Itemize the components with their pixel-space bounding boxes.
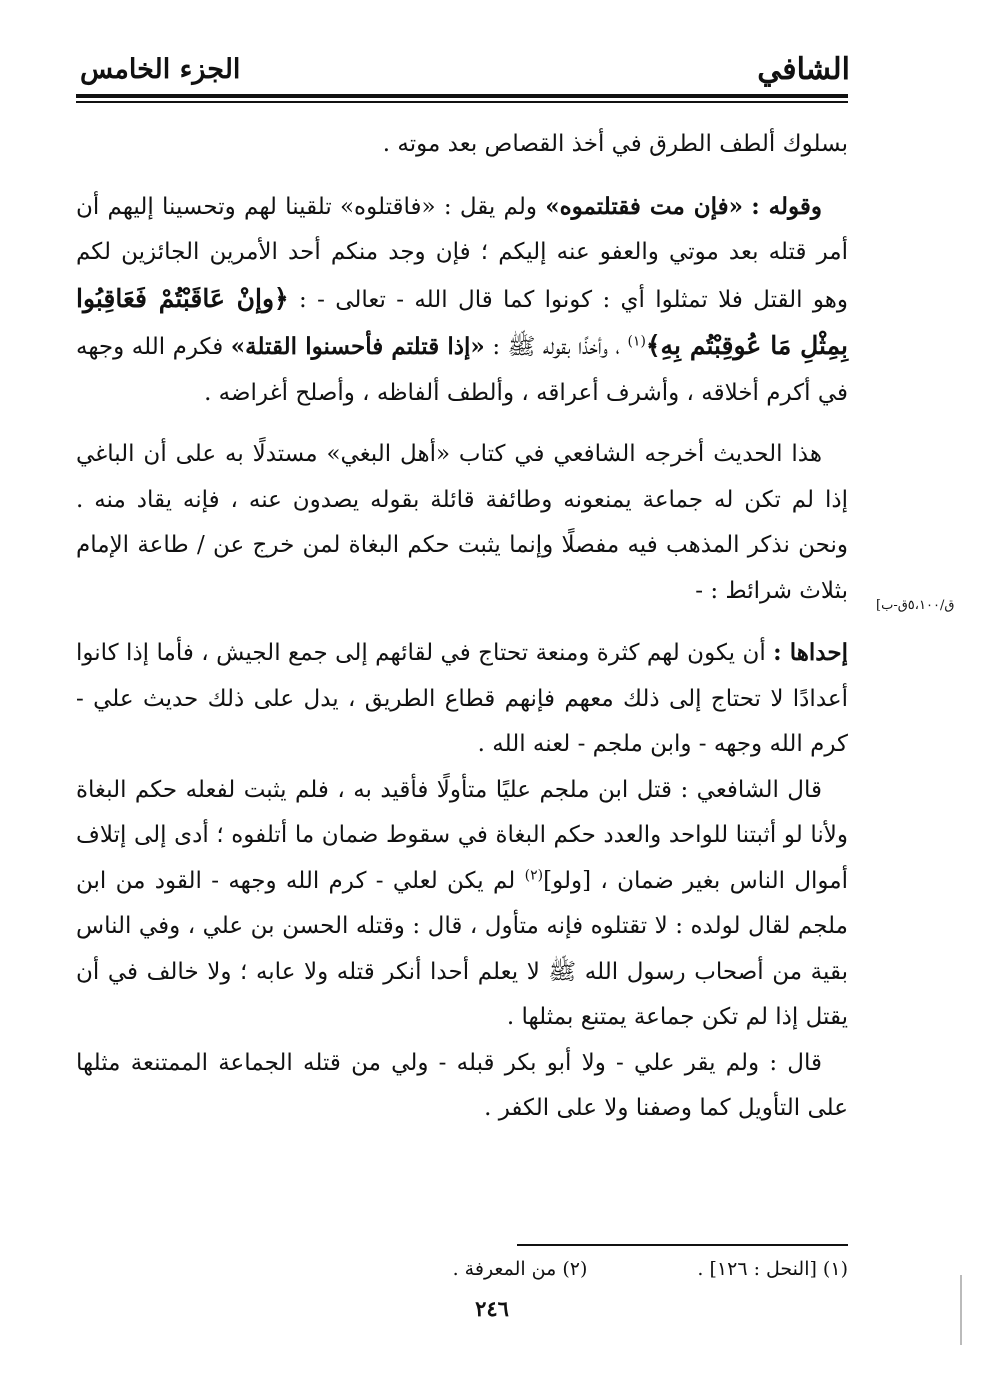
quran-verse: ﴿وإنْ عَاقَبْتُمْ فَعَاقِبُوا بِمِثْلِ مَا عُوقِبْتُم بِهِ﴾ [76, 283, 849, 360]
lead-word: إحداها : [773, 639, 848, 666]
header-rule-thick [76, 94, 848, 98]
main-text [76, 122, 848, 1132]
paragraph-1: بسلوك ألطف الطرق في أخذ القصاص بعد موته . [382, 131, 848, 157]
footnote-ref-1: (١) [627, 333, 646, 350]
footnote-1: (١) [النحل : ١٢٦] . [697, 1258, 848, 1280]
paragraph-text: أن يكون لهم كثرة ومنعة تحتاج في لقائهم إلى جمع الجيش ، فأما إذا كانوا أعدادًا لا تحتاج إلى ذلك معهم فإنهم قطاع الطريق ، يدل على ذلك حديث علي - كرم الله وجهه - وابن ملجم - لعنه الله . [76, 640, 848, 757]
paragraph-text: هذا الحديث أخرجه الشافعي في كتاب «أهل البغي» مستدلًا به على أن الباغي إذا لم تكن له جماعة يمنعونه وطائفة قائلة بقوله يصدون عنه ، فإنه يقاد منه . ونحن نذكر المذهب فيه مفصلًا وإنما يثبت حكم البغاة لمن خرج عن / طاعة الإمام بثلاث شرائط : - [76, 441, 848, 604]
manuscript-margin-note: [ق/٥،١٠٠ق-ب [876, 598, 955, 613]
lead-word: وقوله : [751, 192, 822, 220]
paragraph-text: قال الشافعي : قتل ابن ملجم عليًا متأولًا فأقيد به ، فلم يثبت لفعله حكم البغاة ولأنا لو أثبتنا للواحد والعدد حكم البغاة في سقوط ضمان ما أتلفوه ؛ أدى إلى إتلاف أموال الناس بغير ضمان ، [ولو] [76, 776, 849, 894]
paragraph-2 [76, 184, 848, 417]
page-number: ٢٤٦ [475, 1296, 509, 1321]
hadith-quote: «فإن مت فقتلتموه» [545, 192, 743, 220]
volume-header: الجزء الخامس [80, 54, 241, 85]
hadith-quote: «إذا قتلتم فأحسنوا القتلة» [230, 333, 485, 360]
header-rule-thin [76, 101, 848, 103]
scan-edge-line [960, 1275, 962, 1345]
paragraph-6 [76, 1041, 848, 1132]
book-title-header: الشافي [757, 52, 850, 87]
footnote-ref-2: (٢) [524, 866, 544, 883]
footnote-2: (٢) من المعرفة . [452, 1258, 588, 1280]
paragraph-3 [76, 432, 848, 614]
paragraph-text: قال : ولم يقر علي - ولا أبو بكر قبله - ولي من قتله الجماعة الممتنعة مثلها على التأويل كما وصفنا ولا على الكفر . [76, 1049, 848, 1121]
footnote-rule [517, 1244, 848, 1246]
footnotes [260, 1258, 848, 1280]
paragraph-text: ، وأخذًا بقوله ﷺ : [492, 334, 620, 360]
paragraph-text: لم يكن لعلي - كرم الله وجهه - القود من ابن ملجم لقال لولده : لا تقتلوه فإنه متأول ، قال : وقتله الحسن بن علي ، وفي الناس بقية من أصحاب رسول الله ﷺ لا يعلم أحدا أنكر قتله ولا عابه ؛ ولا خالف في أن يقتل إذا لم تكن جماعة يمتنع بمثلها . [76, 867, 848, 1030]
paragraph-5 [76, 768, 848, 1041]
paragraph-text: ولم يقل : «فاقتلوه» تلقينا لهم وتحسينا إليهم أن أمر قتله بعد موتي والعفو عنه إليكم ؛ فإن وجد منكم أحد الأمرين الجائزين لكم وهو القتل فلا تمثلوا أي : كونوا كما قال الله - تعالى - : [76, 193, 848, 313]
paragraph-text: فكرم الله وجهه في أكرم أخلاقه ، وأشرف أعراقه ، وألطف ألفاظه ، وأصلح أغراضه . [76, 334, 848, 406]
paragraph-4 [76, 630, 848, 768]
